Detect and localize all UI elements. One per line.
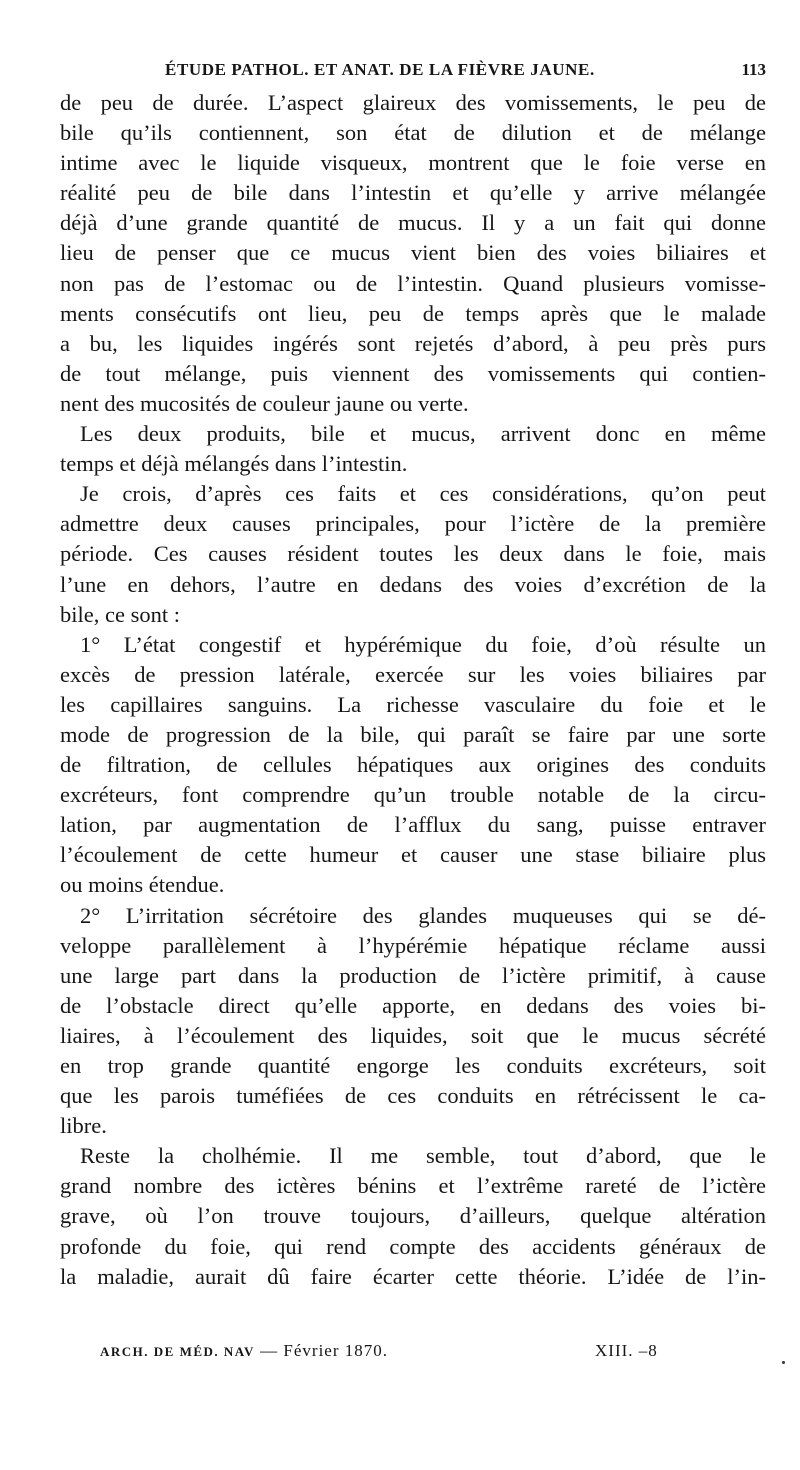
text-line: ments consécutifs ont lieu, peu de temps après que le malade <box>60 300 766 326</box>
text-line: de filtration, de cellules hépatiques aux origines des conduits <box>60 752 766 778</box>
text-line: la maladie, aurait dû faire écarter cette théorie. L’idée de l’in- <box>60 1263 766 1289</box>
text-line: 2° L’irritation sécrétoire des glandes muqueuses qui se dé- <box>80 902 766 928</box>
text-line: que les parois tuméfiées de ces conduits en rétrécissent le ca- <box>60 1083 766 1109</box>
text-line: lation, par augmentation de l’afflux du sang, puisse entraver <box>60 812 766 838</box>
text-line: nent des mucosités de couleur jaune ou verte. <box>60 390 469 416</box>
footer-dash: — <box>260 1341 279 1360</box>
text-line: bile qu’ils contiennent, son état de dilution et de mélange <box>60 120 766 146</box>
text-line: période. Ces causes résident toutes les deux dans le foie, mais <box>60 541 766 567</box>
text-line: Je crois, d’après ces faits et ces considérations, qu’on peut <box>80 481 766 507</box>
text-line: excès de pression latérale, exercée sur les voies biliaires par <box>60 661 766 687</box>
text-line: une large part dans la production de l’ictère primitif, à cause <box>60 962 766 988</box>
text-line: l’écoulement de cette humeur et causer une stase biliaire plus <box>60 842 766 868</box>
page-footer <box>95 1341 695 1365</box>
text-line: mode de progression de la bile, qui paraît se faire par une sorte <box>60 721 766 747</box>
text-line: profonde du foie, qui rend compte des accidents généraux de <box>60 1233 766 1259</box>
text-line: l’une en dehors, l’autre en dedans des voies d’excrétion de la <box>60 571 766 597</box>
page-number: 113 <box>741 60 766 79</box>
text-line: a bu, les liquides ingérés sont rejetés d’abord, à peu près purs <box>60 330 766 356</box>
text-line: ou moins étendue. <box>60 872 225 898</box>
running-head <box>60 60 766 86</box>
text-line: intime avec le liquide visqueux, montrent que le foie verse en <box>60 150 766 176</box>
text-line: bile, ce sont : <box>60 601 180 627</box>
text-line: grand nombre des ictères bénins et l’extrême rareté de l’ictère <box>60 1173 766 1199</box>
text-line: temps et déjà mélangés dans l’intestin. <box>60 451 408 477</box>
scan-speck <box>782 1361 785 1364</box>
text-line: les capillaires sanguins. La richesse vasculaire du foie et le <box>60 691 766 717</box>
text-line: non pas de l’estomac ou de l’intestin. Quand plusieurs vomisse- <box>60 270 766 296</box>
text-line: de tout mélange, puis viennent des vomissements qui contien- <box>60 360 766 386</box>
footer-signature: XIII. –8 <box>595 1341 658 1360</box>
footer-citation <box>100 1341 388 1361</box>
text-line: admettre deux causes principales, pour l’ictère de la première <box>60 511 766 537</box>
text-line: en trop grande quantité engorge les conduits excréteurs, soit <box>60 1053 766 1078</box>
body-text <box>60 88 766 1292</box>
text-line: de l’obstacle direct qu’elle apporte, en dedans des voies bi- <box>60 992 766 1018</box>
text-line: réalité peu de bile dans l’intestin et qu’elle y arrive mélangée <box>60 180 766 206</box>
text-line: Reste la cholhémie. Il me semble, tout d’abord, que le <box>80 1143 766 1169</box>
text-line: lieu de penser que ce mucus vient bien des voies biliaires et <box>60 240 766 266</box>
footer-journal: ARCH. DE MÉD. NAV <box>100 1344 255 1359</box>
text-line: excréteurs, font comprendre qu’un trouble notable de la circu- <box>60 782 766 808</box>
text-line: grave, où l’on trouve toujours, d’ailleurs, quelque altération <box>60 1203 766 1229</box>
footer-date: Février 1870. <box>283 1341 388 1360</box>
text-line: Les deux produits, bile et mucus, arrivent donc en même <box>80 421 766 447</box>
text-line: liaires, à l’écoulement des liquides, soit que le mucus sécrété <box>60 1022 766 1048</box>
text-line: 1° L’état congestif et hypérémique du foie, d’où résulte un <box>80 631 766 657</box>
text-line: de peu de durée. L’aspect glaireux des vomissements, le peu de <box>60 90 766 115</box>
text-line: veloppe parallèlement à l’hypérémie hépatique réclame aussi <box>60 932 766 958</box>
text-line: déjà d’une grande quantité de mucus. Il y a un fait qui donne <box>60 210 766 236</box>
text-line: libre. <box>60 1113 107 1139</box>
running-title: ÉTUDE PATHOL. ET ANAT. DE LA FIÈVRE JAUNE. <box>165 60 595 79</box>
